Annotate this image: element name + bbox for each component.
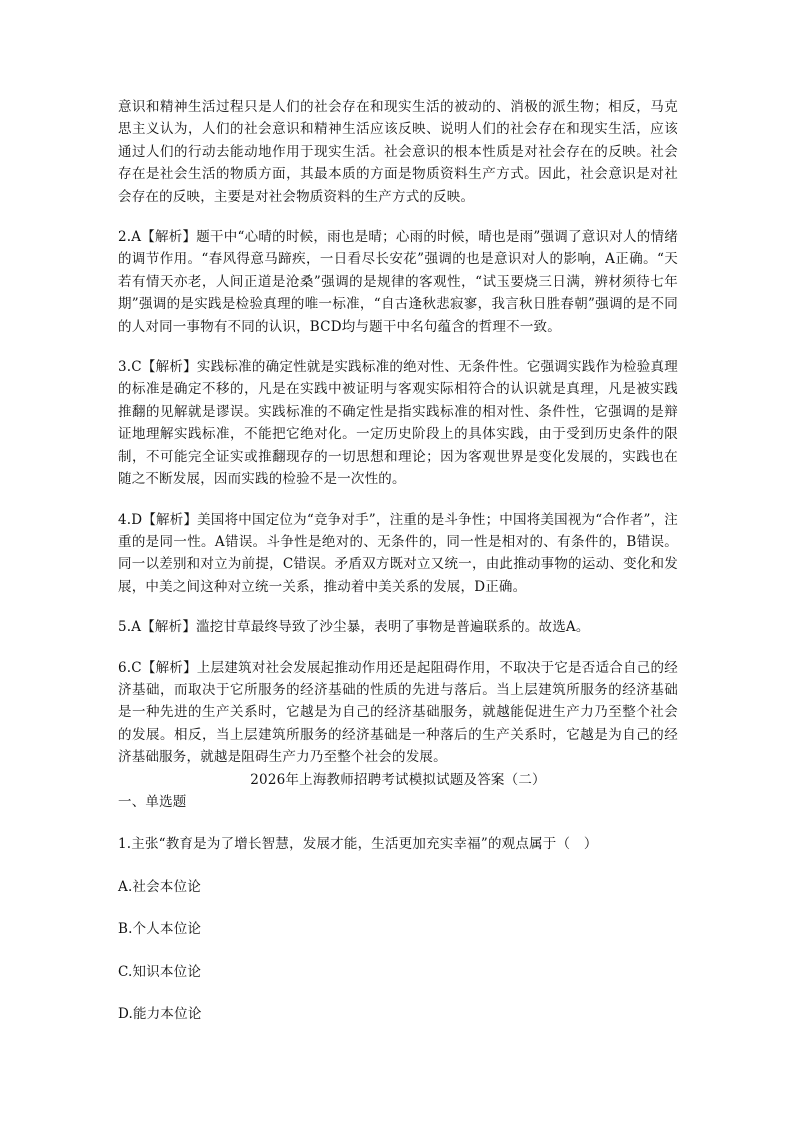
- question-1: 1.主张“教育是为了增长智慧，发展才能，生活更加充实幸福”的观点属于（ ）: [118, 836, 598, 853]
- answer-explanation-5: 5.A【解析】滥挖甘草最终导致了沙尘暴，表明了事物是普遍联系的。故选A。: [118, 619, 590, 636]
- exam-title: 2026年上海教师招聘考试模拟试题及答案（二）: [250, 771, 546, 788]
- answer-explanation-2: 2.A【解析】题干中“心晴的时候，雨也是晴；心雨的时候，晴也是雨”强调了意识对人的情绪的调节作用。“春风得意马蹄疾，一日看尽长安花”强调的也是意识对人的影响，A正确。“天若有情天亦老，人间正道是沧桑”强调的是规律的客观性，“试玉要烧三日满，辨材须待七年期”强调的是实践是检验真理的唯一标准，“自古逢秋悲寂寥，我言秋日胜春朝”强调的是不同的人对同一事物有不同的认识，BCD均与题干中名句蕴含的哲理不一致。: [118, 229, 678, 335]
- document-page: [118, 96, 678, 1025]
- option-a: A.社会本位论: [118, 878, 201, 895]
- option-d: D.能力本位论: [118, 1006, 202, 1022]
- option-b: B.个人本位论: [118, 921, 202, 938]
- answer-explanation-3: 3.C【解析】实践标准的确定性就是实践标准的绝对性、无条件性。它强调实践作为检验真理的标准是确定不移的，凡是在实践中被证明与客观实际相符合的认识就是真理，凡是被实践推翻的见解就是谬误。实践标准的不确定性是指实践标准的相对性、条件性，它强调的是辩证地理解实践标准，不能把它绝对化。一定历史阶段上的具体实践，由于受到历史条件的限制，不可能完全证实或推翻现存的一切思想和理论；因为客观世界是变化发展的，实践也在随之不断发展，因而实践的检验不是一次性的。: [118, 359, 678, 488]
- option-c: C.知识本位论: [118, 963, 202, 980]
- section-heading: 一、单选题: [118, 793, 187, 810]
- answer-explanation-4: 4.D【解析】美国将中国定位为“竞争对手”，注重的是斗争性；中国将美国视为“合作者”，注重的是同一性。A错误。斗争性是绝对的、无条件的，同一性是相对的、有条件的，B错误。同一以差别和对立为前提，C错误。矛盾双方既对立又统一，由此推动事物的运动、变化和发展，中美之间这种对立统一关系，推动着中美关系的发展，D正确。: [118, 511, 678, 595]
- answer-explanation-6: 6.C【解析】上层建筑对社会发展起推动作用还是起阻碍作用，不取决于它是否适合自己的经济基础，而取决于它所服务的经济基础的性质的先进与落后。当上层建筑所服务的经济基础是一种先进的生产关系时，它越是为自己的经济基础服务，就越能促进生产力乃至整个社会的发展。相反，当上层建筑所服务的经济基础是一种落后的生产关系时，它越是为自己的经济基础服务，就越是阻碍生产力乃至整个社会的发展。: [118, 659, 678, 766]
- answer-explanation-intro: 意识和精神生活过程只是人们的社会存在和现实生活的被动的、消极的派生物；相反，马克思主义认为，人们的社会意识和精神生活应该反映、说明人们的社会存在和现实生活，应该通过人们的行动去能动地作用于现实生活。社会意识的根本性质是对社会存在的反映。社会存在是社会生活的物质方面，其最本质的方面是物质资料生产方式。因此，社会意识是对社会存在的反映，主要是对社会物质资料的生产方式的反映。: [118, 99, 678, 205]
